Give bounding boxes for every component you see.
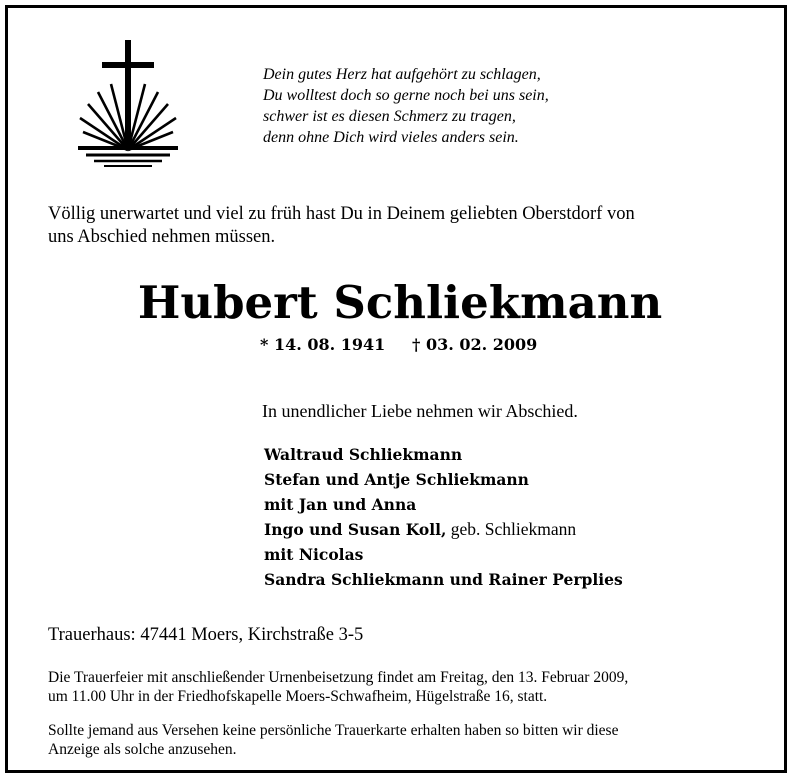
poem-line: Du wolltest doch so gerne noch bei uns sein,	[263, 87, 549, 104]
notice-line: Sollte jemand aus Versehen keine persönliche Trauerkarte erhalten haben so bitten wir diese	[48, 722, 619, 739]
farewell-text: In unendlicher Liebe nehmen wir Abschied.	[262, 401, 578, 421]
mourner-entry	[264, 467, 623, 492]
service-line: um 11.00 Uhr in der Friedhofskapelle Moers-Schwafheim, Hügelstraße 16, statt.	[48, 688, 548, 705]
mourner-entry	[264, 567, 623, 592]
intro-line: Völlig unerwartet und viel zu früh hast Du in Deinem geliebten Oberstdorf von	[48, 204, 635, 224]
mourner-name: Sandra Schliekmann und Rainer Perplies	[264, 570, 623, 589]
mourner-name: Waltraud Schliekmann	[264, 445, 463, 464]
mourner-note: geb. Schliekmann	[446, 519, 577, 539]
poem-line: Dein gutes Herz hat aufgehört zu schlagen,	[263, 66, 541, 83]
deceased-name: Hubert Schliekmann	[137, 276, 663, 329]
intro-text	[48, 203, 758, 249]
birth-date: * 14. 08. 1941	[260, 335, 386, 354]
cross-with-rising-sun-icon	[78, 40, 183, 170]
funeral-service-text	[48, 668, 768, 706]
death-date: † 03. 02. 2009	[412, 335, 538, 354]
mourner-entry	[264, 542, 623, 567]
notice-text	[48, 721, 768, 759]
mourner-name: Stefan und Antje Schliekmann	[264, 470, 529, 489]
mourner-name: Ingo und Susan Koll,	[264, 520, 447, 539]
intro-line: uns Abschied nehmen müssen.	[48, 227, 276, 247]
poem-line: denn ohne Dich wird vieles anders sein.	[263, 129, 519, 146]
mourning-house-address: Trauerhaus: 47441 Moers, Kirchstraße 3-5	[48, 625, 364, 645]
mourner-entry	[264, 492, 623, 517]
poem-line: schwer ist es diesen Schmerz zu tragen,	[263, 108, 516, 125]
mourner-entry	[264, 517, 623, 542]
mourner-entry	[264, 442, 623, 467]
mourner-name: mit Nicolas	[264, 545, 364, 564]
poem	[263, 64, 703, 148]
mourners-list	[264, 442, 623, 592]
service-line: Die Trauerfeier mit anschließender Urnenbeisetzung findet am Freitag, den 13. Februar 2009,	[48, 669, 629, 686]
notice-line: Anzeige als solche anzusehen.	[48, 741, 237, 758]
mourner-name: mit Jan und Anna	[264, 495, 417, 514]
